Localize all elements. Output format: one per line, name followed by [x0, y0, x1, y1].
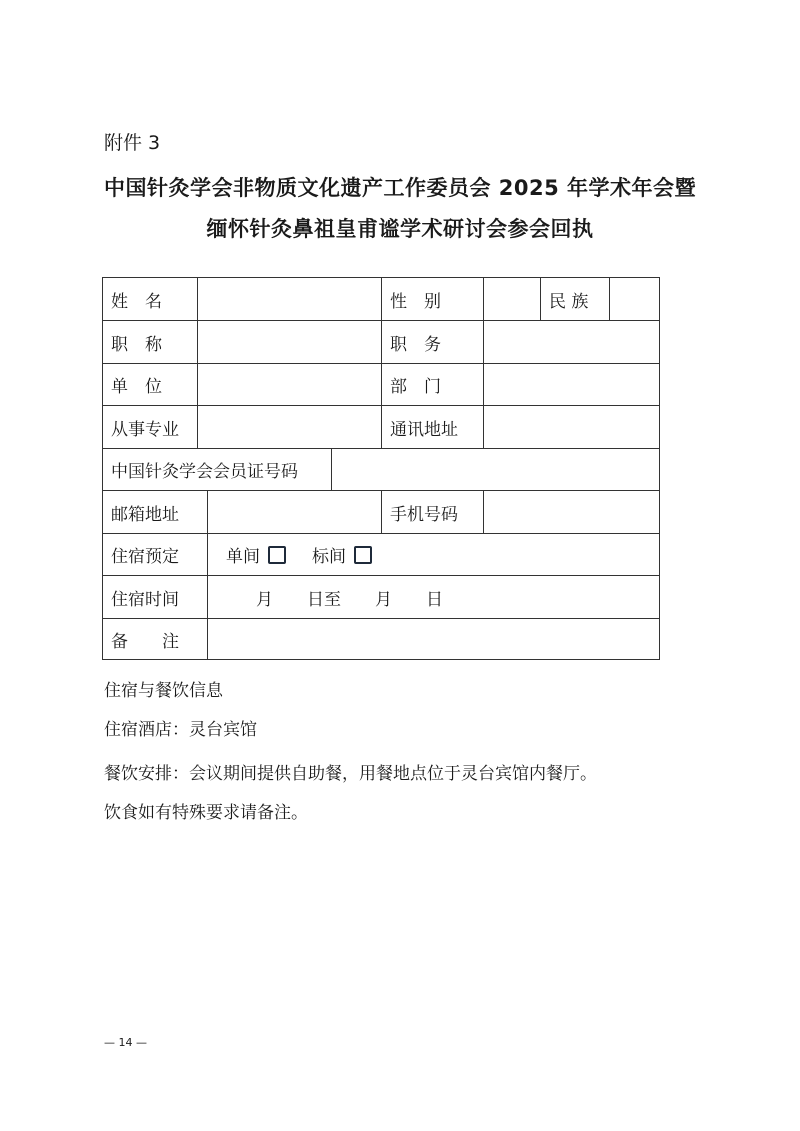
position-field[interactable]	[484, 321, 659, 363]
phone-label: 手机号码	[390, 504, 458, 525]
document-title-line2: 缅怀针灸鼻祖皇甫谧学术研讨会参会回执	[206, 217, 594, 241]
address-label: 通讯地址	[390, 419, 458, 440]
email-field[interactable]	[208, 491, 381, 533]
registration-form-table	[102, 277, 660, 660]
department-label: 部 门	[390, 377, 441, 397]
document-title-line1: 中国针灸学会非物质文化遗产工作委员会 2025 年学术年会暨	[103, 176, 697, 200]
unit-label: 单 位	[111, 377, 162, 397]
single-room-label: 单间	[226, 547, 260, 567]
specialty-field[interactable]	[198, 406, 381, 448]
page-number: — 14 —	[104, 1036, 147, 1049]
dining-info: 餐饮安排：会议期间提供自助餐，用餐地点位于灵台宾馆内餐厅。	[104, 764, 597, 784]
diet-note: 饮食如有特殊要求请备注。	[104, 803, 308, 823]
name-label: 姓 名	[111, 291, 162, 312]
member-id-field[interactable]	[332, 449, 659, 490]
info-heading: 住宿与餐饮信息	[104, 681, 223, 701]
department-field[interactable]	[484, 364, 659, 405]
name-field[interactable]	[198, 278, 381, 320]
title-field[interactable]	[198, 321, 381, 363]
email-label: 邮箱地址	[111, 504, 179, 525]
title-label: 职 称	[111, 334, 162, 355]
gender-field[interactable]	[484, 278, 540, 320]
ethnicity-label: 民 族	[549, 291, 589, 312]
member-id-label: 中国针灸学会会员证号码	[111, 462, 298, 482]
standard-room-label: 标间	[312, 547, 346, 567]
room-options	[208, 534, 659, 575]
address-field[interactable]	[484, 406, 659, 448]
hotel-info: 住宿酒店：灵台宾馆	[104, 720, 257, 740]
gender-label: 性 别	[390, 291, 441, 312]
stay-time-label: 住宿时间	[111, 589, 179, 610]
stay-time-field[interactable]: 月 日至 月 日	[256, 589, 443, 610]
ethnicity-field[interactable]	[610, 278, 659, 320]
attachment-label: 附件 3	[104, 132, 161, 154]
position-label: 职 务	[390, 334, 441, 355]
standard-room-checkbox[interactable]	[354, 546, 372, 564]
booking-label: 住宿预定	[111, 547, 179, 567]
single-room-checkbox[interactable]	[268, 546, 286, 564]
remarks-label: 备 注	[111, 631, 179, 652]
remarks-field[interactable]	[208, 619, 659, 659]
unit-field[interactable]	[198, 364, 381, 405]
phone-field[interactable]	[484, 491, 659, 533]
specialty-label: 从事专业	[111, 419, 179, 440]
